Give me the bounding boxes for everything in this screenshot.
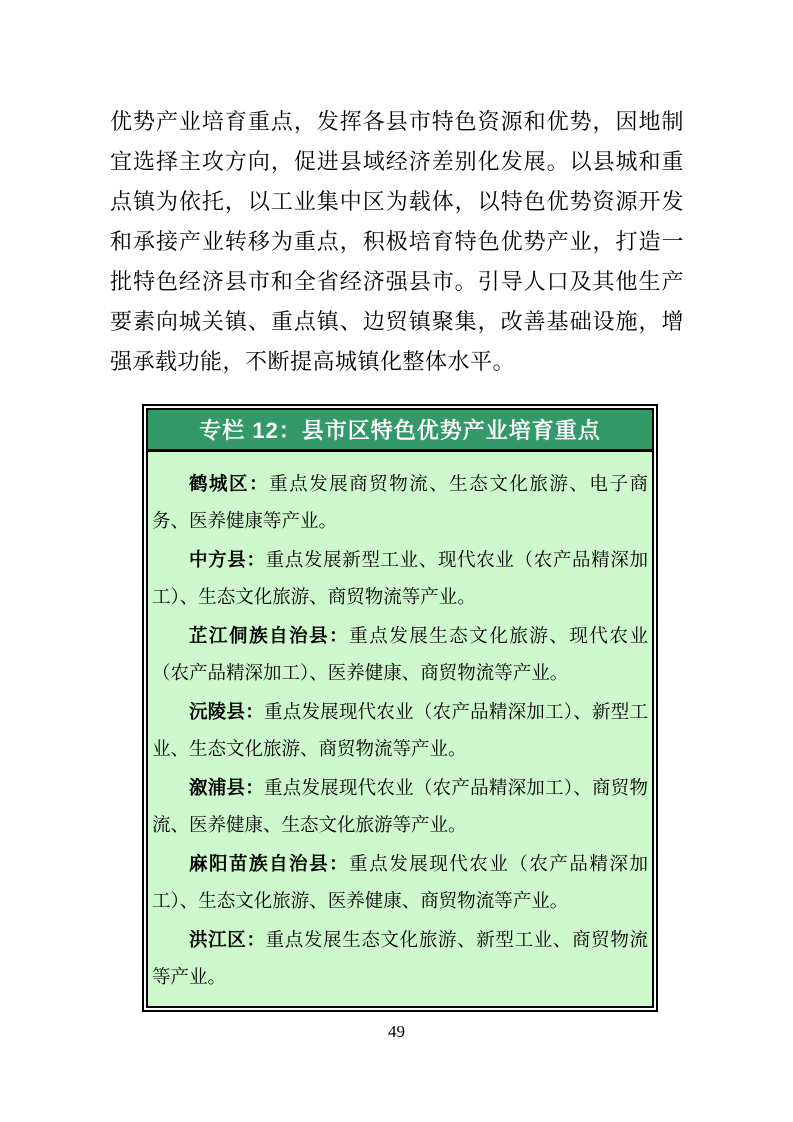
callout-item [152, 693, 648, 768]
body-paragraph: 优势产业培育重点，发挥各县市特色资源和优势，因地制宜选择主攻方向，促进县域经济差别化发展。以县城和重点镇为依托，以工业集中区为载体，以特色优势资源开发和承接产业转移为重点，积极培育特色优势产业，打造一批特色经济县市和全省经济强县市。引导人口及其他生产要素向城关镇、重点镇、边贸镇聚集，改善基础设施，增强承载功能，不断提高城镇化整体水平。 [110, 110, 684, 375]
callout-item [152, 921, 648, 996]
district-label: 溆浦县： [189, 777, 264, 798]
district-label: 鹤城区： [189, 473, 270, 494]
district-label: 洪江区： [189, 929, 266, 950]
district-industries: 重点发展现代农业（农产品精深加工）、生态文化旅游、医养健康、商贸物流等产业。 [152, 854, 648, 912]
district-label: 沅陵县： [189, 701, 264, 722]
district-industries: 重点发展现代农业（农产品精深加工）、商贸物流、医养健康、生态文化旅游等产业。 [152, 778, 648, 836]
callout-body [148, 452, 652, 1006]
callout-item [152, 769, 648, 844]
callout-box [142, 404, 658, 1012]
district-industries: 重点发展现代农业（农产品精深加工）、新型工业、生态文化旅游、商贸物流等产业。 [152, 702, 648, 760]
callout-item [152, 617, 648, 692]
district-industries: 重点发展商贸物流、生态文化旅游、电子商务、医养健康等产业。 [152, 474, 648, 532]
district-label: 芷江侗族自治县： [189, 625, 350, 646]
callout-item [152, 541, 648, 616]
district-label: 中方县： [189, 549, 266, 570]
district-industries: 重点发展新型工业、现代农业（农产品精深加工）、生态文化旅游、商贸物流等产业。 [152, 550, 648, 608]
callout-item [152, 845, 648, 920]
callout-title: 专栏 12：县市区特色优势产业培育重点 [148, 410, 652, 452]
district-label: 麻阳苗族自治县： [189, 853, 350, 874]
district-industries: 重点发展生态文化旅游、现代农业（农产品精深加工）、医养健康、商贸物流等产业。 [152, 626, 648, 684]
callout-item [152, 465, 648, 540]
page-number: 49 [388, 1022, 405, 1041]
district-industries: 重点发展生态文化旅游、新型工业、商贸物流等产业。 [152, 930, 648, 988]
